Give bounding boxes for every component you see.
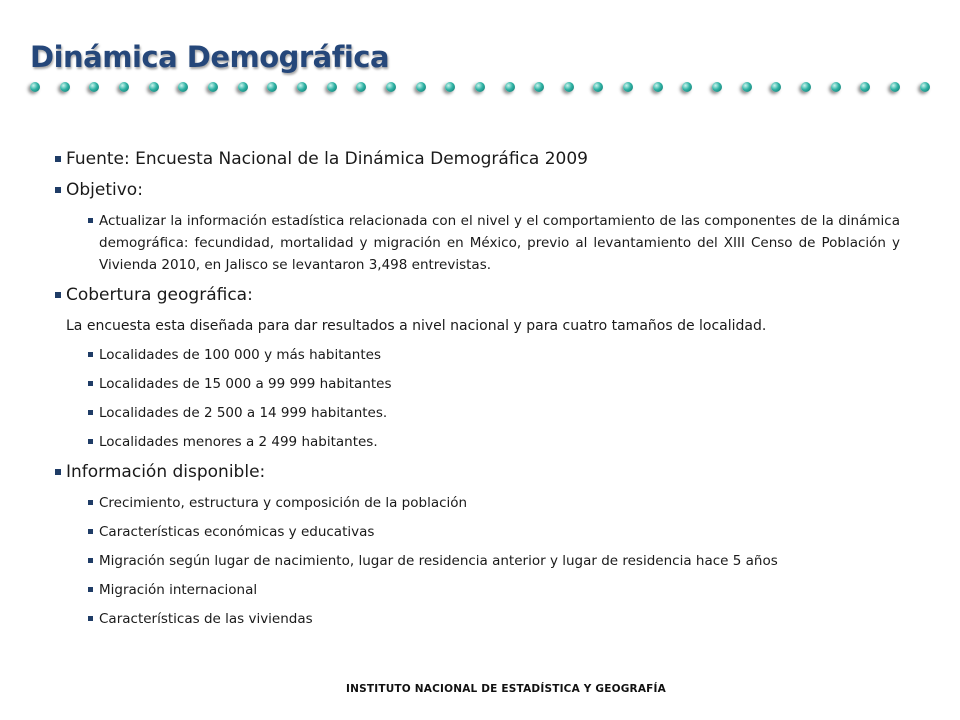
list-item-text: Localidades menores a 2 499 habitantes.	[99, 434, 378, 450]
list-item	[88, 402, 900, 424]
dot-icon	[386, 82, 396, 92]
dot-icon	[771, 82, 781, 92]
square-bullet-icon	[55, 469, 61, 475]
dot-icon	[267, 82, 277, 92]
dot-icon	[178, 82, 188, 92]
dot-icon	[860, 82, 870, 92]
dot-icon	[475, 82, 485, 92]
list-item-text: Migración internacional	[99, 582, 258, 598]
list-item	[88, 521, 900, 543]
list-item-text: Crecimiento, estructura y composición de la población	[99, 495, 468, 511]
cobertura-heading: Cobertura geográfica:	[66, 285, 253, 305]
dot-icon	[119, 82, 129, 92]
decorative-dot-line	[30, 80, 930, 94]
dot-icon	[356, 82, 366, 92]
list-item	[88, 579, 900, 601]
dot-icon	[831, 82, 841, 92]
dot-icon	[445, 82, 455, 92]
objetivo-item	[88, 210, 900, 276]
square-bullet-icon	[88, 529, 93, 534]
list-item	[88, 431, 900, 453]
dot-icon	[742, 82, 752, 92]
footer-institution: INSTITUTO NACIONAL DE ESTADÍSTICA Y GEOGRAFÍA	[346, 683, 666, 695]
list-item-text: Localidades de 2 500 a 14 999 habitantes.	[99, 405, 388, 421]
square-bullet-icon	[88, 616, 93, 621]
bullet-fuente	[55, 148, 900, 170]
square-bullet-icon	[55, 292, 61, 298]
square-bullet-icon	[88, 439, 93, 444]
list-item	[88, 373, 900, 395]
list-item-text: Migración según lugar de nacimiento, lugar de residencia anterior y lugar de residencia hace 5 años	[99, 553, 778, 569]
cobertura-intro: La encuesta esta diseñada para dar resultados a nivel nacional y para cuatro tamaños de localidad.	[66, 318, 767, 334]
square-bullet-icon	[88, 500, 93, 505]
dot-icon	[801, 82, 811, 92]
square-bullet-icon	[88, 218, 93, 223]
dot-icon	[505, 82, 515, 92]
dot-icon	[593, 82, 603, 92]
informacion-heading: Información disponible:	[66, 462, 266, 482]
list-item	[88, 492, 900, 514]
list-item-text: Localidades de 15 000 a 99 999 habitantes	[99, 376, 392, 392]
square-bullet-icon	[88, 352, 93, 357]
square-bullet-icon	[88, 381, 93, 386]
dot-icon	[682, 82, 692, 92]
dot-icon	[890, 82, 900, 92]
list-item-text: Localidades de 100 000 y más habitantes	[99, 347, 381, 363]
bullet-objetivo	[55, 179, 900, 201]
dot-icon	[89, 82, 99, 92]
list-item	[88, 550, 900, 572]
square-bullet-icon	[88, 410, 93, 415]
square-bullet-icon	[88, 587, 93, 592]
slide-title: Dinámica Demográfica	[30, 40, 390, 74]
square-bullet-icon	[55, 187, 61, 193]
bullet-cobertura	[55, 284, 900, 306]
dot-icon	[623, 82, 633, 92]
fuente-text: Fuente: Encuesta Nacional de la Dinámica Demográfica 2009	[66, 149, 588, 169]
square-bullet-icon	[88, 558, 93, 563]
objetivo-text: Actualizar la información estadística relacionada con el nivel y el comportamiento de las componentes de la dinámica demográfica: fecundidad, mortalidad y migración en México, previo al levantamiento del XIII Censo de Población y Vivienda 2010, en Jalisco se levantaron 3,498 entrevistas.	[99, 213, 900, 273]
dot-icon	[416, 82, 426, 92]
bullet-informacion	[55, 461, 900, 483]
dot-icon	[149, 82, 159, 92]
dot-icon	[534, 82, 544, 92]
list-item	[88, 608, 900, 630]
objetivo-heading: Objetivo:	[66, 180, 143, 200]
dot-icon	[653, 82, 663, 92]
dot-icon	[60, 82, 70, 92]
list-item-text: Características económicas y educativas	[99, 524, 375, 540]
dot-icon	[208, 82, 218, 92]
list-item-text: Características de las viviendas	[99, 611, 313, 627]
dot-icon	[238, 82, 248, 92]
square-bullet-icon	[55, 156, 61, 162]
dot-icon	[564, 82, 574, 92]
dot-icon	[297, 82, 307, 92]
dot-icon	[30, 82, 40, 92]
dot-icon	[920, 82, 930, 92]
dot-icon	[327, 82, 337, 92]
list-item	[88, 344, 900, 366]
dot-icon	[712, 82, 722, 92]
slide-content	[55, 148, 900, 637]
